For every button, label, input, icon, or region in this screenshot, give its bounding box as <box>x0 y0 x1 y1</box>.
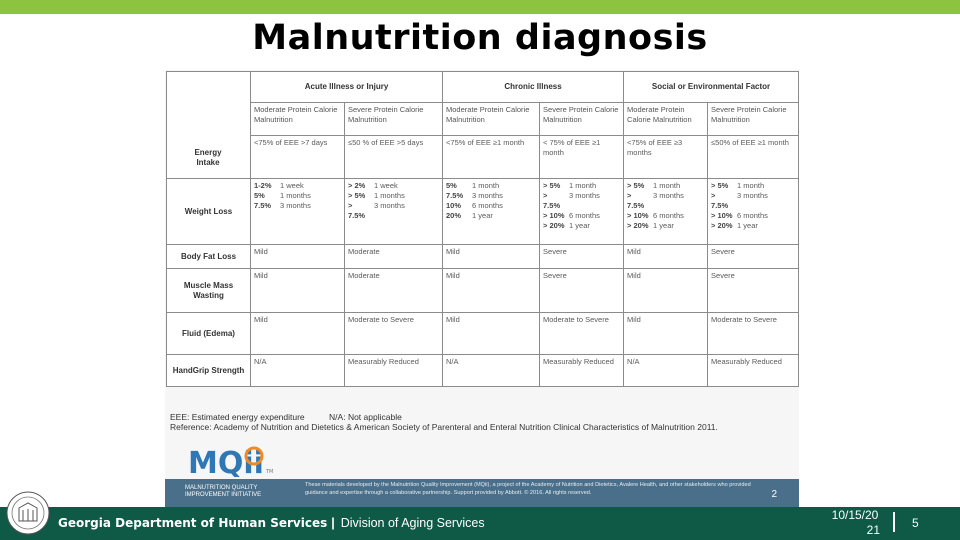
row-header-weight: Weight Loss <box>167 179 251 245</box>
weight-percent: > 10% <box>543 211 565 220</box>
grip-cell: Measurably Reduced <box>708 355 799 387</box>
weight-period: 3 months <box>569 191 600 200</box>
weight-period: 3 months <box>374 201 405 210</box>
muscle-cell: Moderate <box>345 269 443 313</box>
fat-cell: Mild <box>251 245 345 269</box>
energy-cell: <75% of EEE >7 days <box>251 136 345 179</box>
muscle-cell: Mild <box>443 269 540 313</box>
energy-cell: <75% of EEE ≥1 month <box>443 136 540 179</box>
slide-title: Malnutrition diagnosis <box>252 18 708 58</box>
definitions <box>170 412 790 422</box>
org-name: Georgia Department of Human Services <box>58 516 328 530</box>
row-header-fluid: Fluid (Edema) <box>167 313 251 355</box>
row-energy-intake <box>167 136 799 179</box>
weight-percent: > 5% <box>711 181 729 190</box>
mqii-banner <box>165 479 799 509</box>
subheader-cell: Severe Protein Calorie Malnutrition <box>345 103 443 136</box>
mqii-logo <box>186 443 276 477</box>
banner-page-number: 2 <box>771 489 777 500</box>
weight-percent: 7.5% <box>254 201 272 210</box>
weight-period: 1 year <box>569 221 590 230</box>
weight-period: 1 year <box>472 211 493 220</box>
grip-cell: N/A <box>443 355 540 387</box>
muscle-cell: Severe <box>708 269 799 313</box>
slide-number: 5 <box>912 516 919 530</box>
weight-percent: > 7.5% <box>711 191 729 210</box>
weight-cell <box>624 179 708 245</box>
weight-percent: > 7.5% <box>627 191 645 210</box>
malnutrition-criteria-table <box>166 71 799 387</box>
weight-percent: 1-2% <box>254 181 272 190</box>
weight-period: 1 week <box>374 181 398 190</box>
footer-date <box>826 508 884 538</box>
weight-period: 1 months <box>280 191 311 200</box>
weight-percent: > 20% <box>711 221 733 230</box>
weight-period: 3 months <box>472 191 503 200</box>
org-separator: | <box>331 516 335 530</box>
fat-cell: Severe <box>540 245 624 269</box>
energy-cell: <75% of EEE ≥3 months <box>624 136 708 179</box>
row-header-muscle: Muscle Mass Wasting <box>167 269 251 313</box>
date-line-2: 21 <box>866 523 880 537</box>
weight-percent: 7.5% <box>446 191 464 200</box>
subheader-row <box>167 103 799 136</box>
weight-period: 1 month <box>472 181 500 190</box>
weight-percent: > 7.5% <box>543 191 561 210</box>
muscle-cell: Severe <box>540 269 624 313</box>
date-line-1: 10/15/20 <box>831 508 879 522</box>
fluid-cell: Moderate to Severe <box>708 313 799 355</box>
subheader-cell: Severe Protein Calorie Malnutrition <box>708 103 799 136</box>
energy-cell: ≤50 % of EEE >5 days <box>345 136 443 179</box>
top-accent-bar <box>0 0 960 14</box>
weight-period: 1 week <box>280 181 304 190</box>
weight-period: 1 months <box>374 191 405 200</box>
definition-eee: EEE: Estimated energy expenditure <box>170 412 305 422</box>
weight-cell <box>251 179 345 245</box>
weight-percent: > 5% <box>627 181 645 190</box>
grip-cell: N/A <box>251 355 345 387</box>
weight-period: 1 month <box>569 181 597 190</box>
weight-percent: > 2% <box>348 181 366 190</box>
group-header-row <box>167 72 799 103</box>
row-header-energy: Energy Intake <box>194 148 222 167</box>
weight-period: 1 year <box>653 221 674 230</box>
weight-cell <box>443 179 540 245</box>
group-chronic: Chronic Illness <box>443 72 624 103</box>
weight-period: 6 months <box>737 211 768 220</box>
weight-cell <box>708 179 799 245</box>
group-acute: Acute Illness or Injury <box>251 72 443 103</box>
subheader-cell: Moderate Protein Calorie Malnutrition <box>251 103 345 136</box>
weight-percent: > 7.5% <box>348 201 366 220</box>
weight-period: 3 months <box>653 191 684 200</box>
weight-period: 6 months <box>653 211 684 220</box>
weight-cell <box>345 179 443 245</box>
banner-label: MALNUTRITION QUALITY IMPROVEMENT INITIATIVE <box>185 485 262 498</box>
weight-percent: 5% <box>254 191 265 200</box>
fat-cell: Mild <box>443 245 540 269</box>
subheader-cell: Moderate Protein Calorie Malnutrition <box>443 103 540 136</box>
mqii-logo-text: MQii <box>188 446 264 477</box>
banner-text: These materials developed by the Malnutrition Quality Improvement (MQii), a project of the Academy of Nutrition and Dietetics, Avalere Health, and other stakeholders who provided guidance and expertise through a collaborative partnership. Support provided by Abbott. © 2016. All rights reserved. <box>305 482 751 496</box>
subheader-cell: Moderate Protein Calorie Malnutrition <box>624 103 708 136</box>
energy-cell: ≤50% of EEE ≥1 month <box>708 136 799 179</box>
muscle-cell: Mild <box>624 269 708 313</box>
grip-cell: N/A <box>624 355 708 387</box>
row-weight-loss <box>167 179 799 245</box>
row-muscle-mass-wasting <box>167 269 799 313</box>
weight-period: 3 months <box>737 191 768 200</box>
weight-period: 1 year <box>737 221 758 230</box>
footer-organization <box>58 516 485 530</box>
weight-period: 3 months <box>280 201 311 210</box>
logo-tm: TM <box>266 469 274 475</box>
fluid-cell: Moderate to Severe <box>345 313 443 355</box>
weight-period: 6 months <box>472 201 503 210</box>
table-footnotes <box>170 412 790 432</box>
row-body-fat-loss <box>167 245 799 269</box>
fluid-cell: Moderate to Severe <box>540 313 624 355</box>
fluid-cell: Mild <box>624 313 708 355</box>
row-fluid-edema <box>167 313 799 355</box>
weight-cell <box>540 179 624 245</box>
fat-cell: Severe <box>708 245 799 269</box>
division-name: Division of Aging Services <box>340 516 485 530</box>
reference-note: Reference: Academy of Nutrition and Dietetics & American Society of Parenteral and Enteral Nutrition Clinical Characteristics of Malnutrition 2011. <box>170 422 718 432</box>
row-handgrip-strength <box>167 355 799 387</box>
definition-na: N/A: Not applicable <box>329 412 402 422</box>
fluid-cell: Mild <box>443 313 540 355</box>
weight-period: 1 month <box>653 181 681 190</box>
row-header-fat: Body Fat Loss <box>167 245 251 269</box>
weight-percent: > 20% <box>627 221 649 230</box>
weight-percent: > 5% <box>348 191 366 200</box>
weight-period: 6 months <box>569 211 600 220</box>
weight-percent: 5% <box>446 181 457 190</box>
grip-cell: Measurably Reduced <box>540 355 624 387</box>
fluid-cell: Mild <box>251 313 345 355</box>
weight-period: 1 month <box>737 181 765 190</box>
group-social: Social or Environmental Factor <box>624 72 799 103</box>
weight-percent: > 5% <box>543 181 561 190</box>
georgia-seal-icon <box>6 491 50 535</box>
fat-cell: Mild <box>624 245 708 269</box>
muscle-cell: Mild <box>251 269 345 313</box>
fat-cell: Moderate <box>345 245 443 269</box>
row-header-grip: HandGrip Strength <box>167 355 251 387</box>
energy-cell: < 75% of EEE ≥1 month <box>540 136 624 179</box>
weight-percent: 10% <box>446 201 462 210</box>
subheader-cell: Severe Protein Calorie Malnutrition <box>540 103 624 136</box>
weight-percent: 20% <box>446 211 462 220</box>
grip-cell: Measurably Reduced <box>345 355 443 387</box>
footer-divider <box>893 512 895 532</box>
weight-percent: > 10% <box>711 211 733 220</box>
weight-percent: > 10% <box>627 211 649 220</box>
weight-percent: > 20% <box>543 221 565 230</box>
